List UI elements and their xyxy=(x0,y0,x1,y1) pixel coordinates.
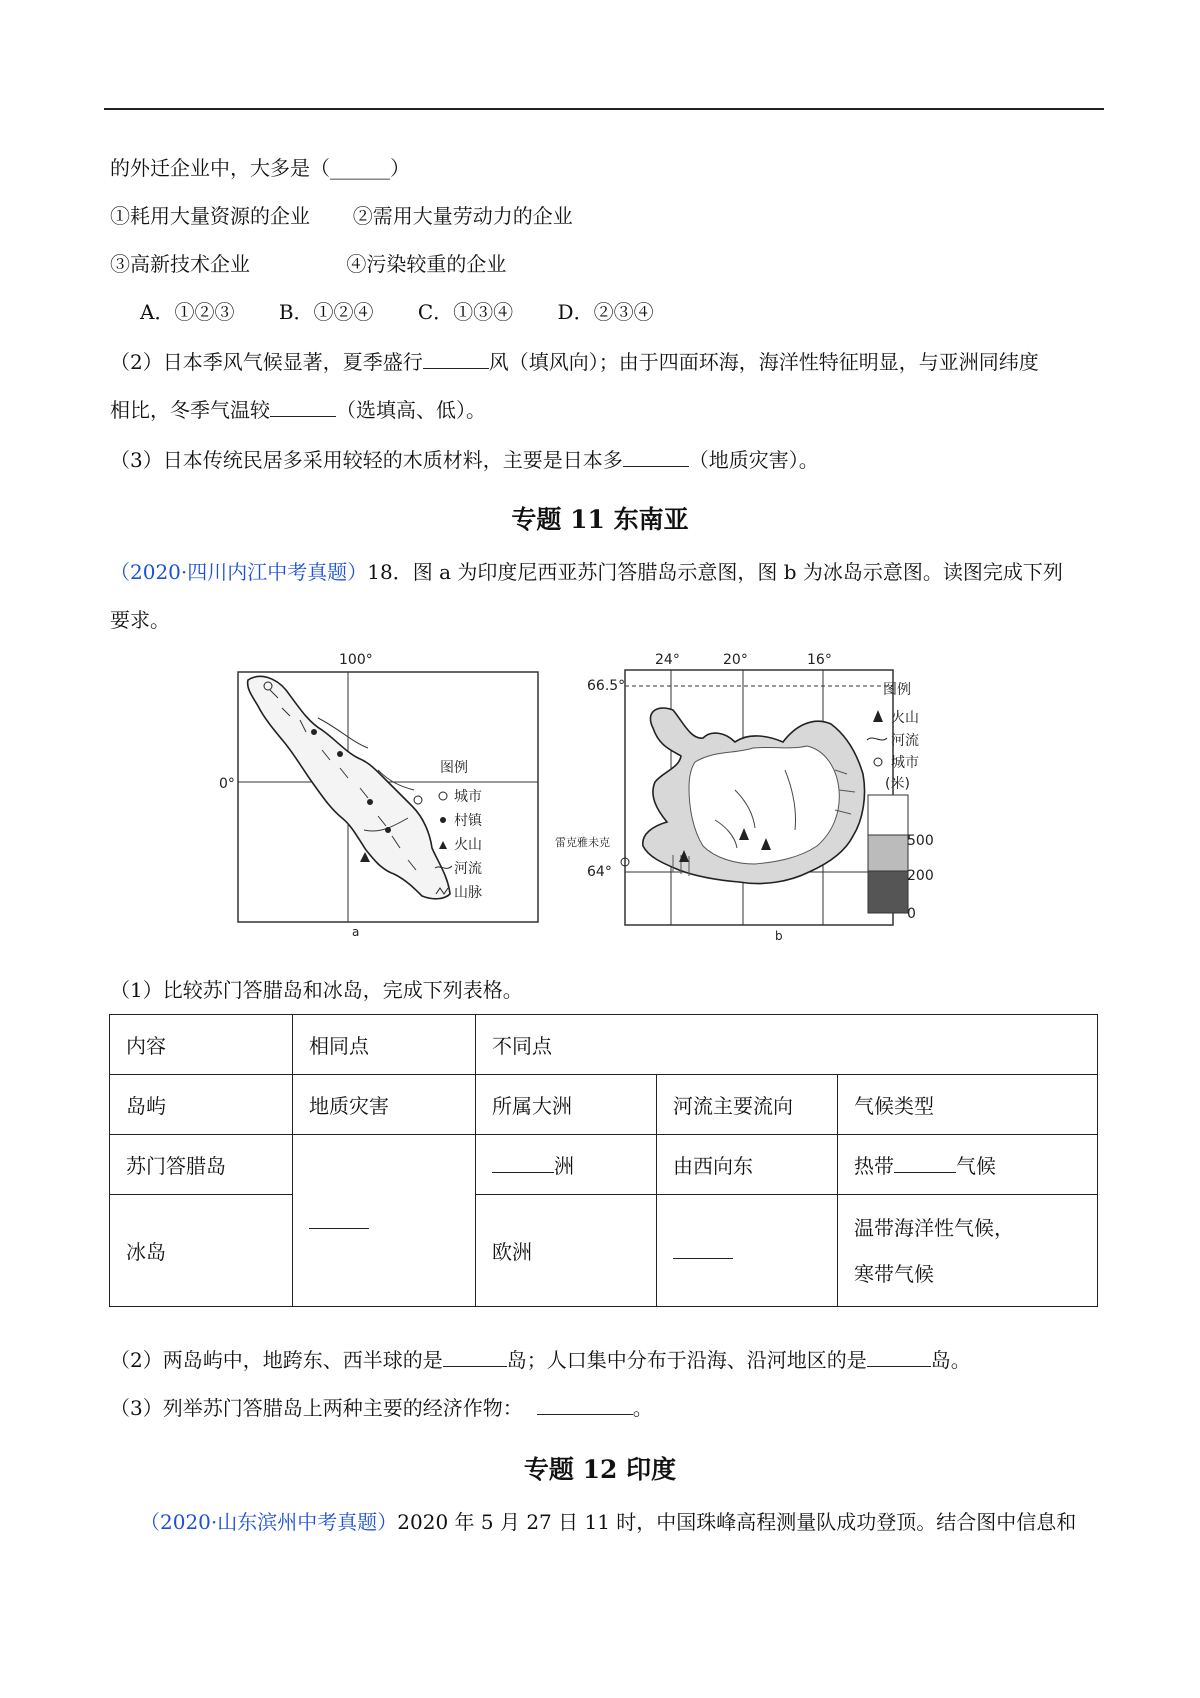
legend-city: 城市 xyxy=(891,755,919,771)
question-stem-cont: 要求。 xyxy=(110,608,170,632)
answer-blank[interactable] xyxy=(673,1238,733,1259)
legend-elev-500: 500 xyxy=(907,833,934,849)
legend-title: 图例 xyxy=(883,682,911,698)
question-stem xyxy=(110,558,1063,586)
choice-b: B．①②④ xyxy=(278,300,374,324)
q2-text: （2）两岛屿中，地跨东、西半球的是 xyxy=(110,1348,443,1372)
table-cell: 冰岛 xyxy=(110,1195,293,1307)
town-marker xyxy=(311,729,317,735)
question-1: （1）比较苏门答腊岛和冰岛，完成下列表格。 xyxy=(110,978,523,1002)
table-cell xyxy=(838,1135,1098,1195)
answer-blank[interactable] xyxy=(867,1346,931,1367)
question-line: 的外迁企业中，大多是（______） xyxy=(110,156,410,180)
town-marker xyxy=(367,799,373,805)
section-title: 专题 12 印度 xyxy=(523,1455,677,1484)
map-b-lat-bottom: 64° xyxy=(587,864,612,880)
answer-blank[interactable] xyxy=(270,396,336,417)
legend-river: 河流 xyxy=(891,733,919,749)
q2-text: （选填高、低）。 xyxy=(336,398,486,422)
legend-volcano: 火山 xyxy=(891,710,919,726)
q3-text: （地质灾害）。 xyxy=(688,448,819,472)
legend-town: 村镇 xyxy=(454,813,482,829)
table-header: 相同点 xyxy=(293,1015,476,1075)
cell-text: 寒带气候 xyxy=(854,1261,934,1286)
q2-text: 风（填风向）；由于四面环海，海洋性特征明显，与亚洲同纬度 xyxy=(488,350,1039,374)
map-b-caption: b xyxy=(775,929,783,943)
choice-a: A．①②③ xyxy=(140,300,235,324)
cell-text: 温带海洋性气候， xyxy=(854,1215,1014,1240)
legend-elev-0: 0 xyxy=(907,906,916,922)
option-row xyxy=(110,202,573,230)
answer-blank[interactable] xyxy=(443,1346,507,1367)
table-cell xyxy=(476,1135,657,1195)
q3-text: 。 xyxy=(632,1396,653,1420)
table-cell: 苏门答腊岛 xyxy=(110,1135,293,1195)
map-b-lon-label: 24° xyxy=(655,652,680,668)
table-cell: 岛屿 xyxy=(110,1075,293,1135)
table-cell xyxy=(293,1135,476,1307)
map-b-iceland xyxy=(555,650,1035,945)
question-stem xyxy=(140,1508,1076,1536)
source-tag: （2020·四川内江中考真题） xyxy=(110,560,368,584)
answer-blank[interactable] xyxy=(623,446,689,467)
cell-text: 气候 xyxy=(956,1154,996,1178)
map-a-lat-label: 0° xyxy=(219,776,235,792)
map-a-sumatra xyxy=(218,650,568,940)
table-cell: 由西向东 xyxy=(657,1135,838,1195)
q2-text: 相比，冬季气温较 xyxy=(110,398,270,422)
legend-elev-unit: (米) xyxy=(885,776,910,792)
map-a-lon-label: 100° xyxy=(339,652,373,668)
answer-blank[interactable] xyxy=(894,1152,956,1173)
town-marker xyxy=(337,751,343,757)
answer-blank[interactable] xyxy=(537,1394,633,1415)
comparison-table xyxy=(109,1014,1098,1307)
table-cell: 气候类型 xyxy=(838,1075,1098,1135)
legend-river: 河流 xyxy=(454,861,482,877)
stem-text: 2020 年 5 月 27 日 11 时，中国珠峰高程测量队成功登顶。结合图中信息和 xyxy=(397,1510,1077,1534)
town-marker xyxy=(385,827,391,833)
q2-text: （2）日本季风气候显著，夏季盛行 xyxy=(110,350,423,374)
map-a-caption: a xyxy=(352,925,360,939)
option-row xyxy=(110,250,506,278)
legend-swatch-mid xyxy=(868,835,908,871)
table-cell: 地质灾害 xyxy=(293,1075,476,1135)
city-label: 雷克雅未克 xyxy=(555,836,610,849)
choice-d: D．②③④ xyxy=(557,300,654,324)
legend-city: 城市 xyxy=(454,789,482,805)
question-3 xyxy=(110,1394,653,1422)
table-cell: 所属大洲 xyxy=(476,1075,657,1135)
question-2 xyxy=(110,348,1039,376)
legend-title: 图例 xyxy=(440,760,468,776)
legend-swatch-high xyxy=(868,795,908,835)
q3-text: （3）列举苏门答腊岛上两种主要的经济作物： xyxy=(110,1396,523,1420)
table-header: 不同点 xyxy=(476,1015,1098,1075)
stem-text: 18．图 a 为印度尼西亚苏门答腊岛示意图，图 b 为冰岛示意图。读图完成下列 xyxy=(367,560,1063,584)
source-tag: （2020·山东滨州中考真题） xyxy=(140,1510,398,1534)
answer-blank[interactable] xyxy=(492,1152,554,1173)
legend-elev-200: 200 xyxy=(907,868,934,884)
question-3 xyxy=(110,446,819,474)
table-header: 内容 xyxy=(110,1015,293,1075)
choices-row xyxy=(140,298,692,326)
answer-blank[interactable] xyxy=(423,348,489,369)
option-3: ③高新技术企业 xyxy=(110,252,250,276)
table-cell: 河流主要流向 xyxy=(657,1075,838,1135)
option-2: ②需用大量劳动力的企业 xyxy=(352,204,573,228)
map-b-lat-top: 66.5° xyxy=(587,678,626,694)
option-1: ①耗用大量资源的企业 xyxy=(110,204,310,228)
question-2-cont xyxy=(110,396,486,424)
map-b-lon-label: 20° xyxy=(723,652,748,668)
legend-volcano: 火山 xyxy=(454,837,482,853)
q3-text: （3）日本传统民居多采用较轻的木质材料，主要是日本多 xyxy=(110,448,623,472)
option-4: ④污染较重的企业 xyxy=(346,252,507,276)
table-cell xyxy=(657,1195,838,1307)
legend-swatch-low xyxy=(868,871,908,913)
map-b-lon-label: 16° xyxy=(807,652,832,668)
section-title: 专题 11 东南亚 xyxy=(511,505,689,534)
legend-mountain: 山脉 xyxy=(454,885,482,901)
q2-text: 岛；人口集中分布于沿海、沿河地区的是 xyxy=(506,1348,867,1372)
table-cell: 欧洲 xyxy=(476,1195,657,1307)
cell-text: 热带 xyxy=(854,1154,894,1178)
cell-text: 洲 xyxy=(554,1154,574,1178)
q2-text: 岛。 xyxy=(930,1348,971,1372)
answer-blank[interactable] xyxy=(309,1208,369,1229)
question-2 xyxy=(110,1346,971,1374)
header-rule xyxy=(104,108,1104,110)
table-cell xyxy=(838,1195,1098,1307)
choice-c: C．①③④ xyxy=(417,300,514,324)
